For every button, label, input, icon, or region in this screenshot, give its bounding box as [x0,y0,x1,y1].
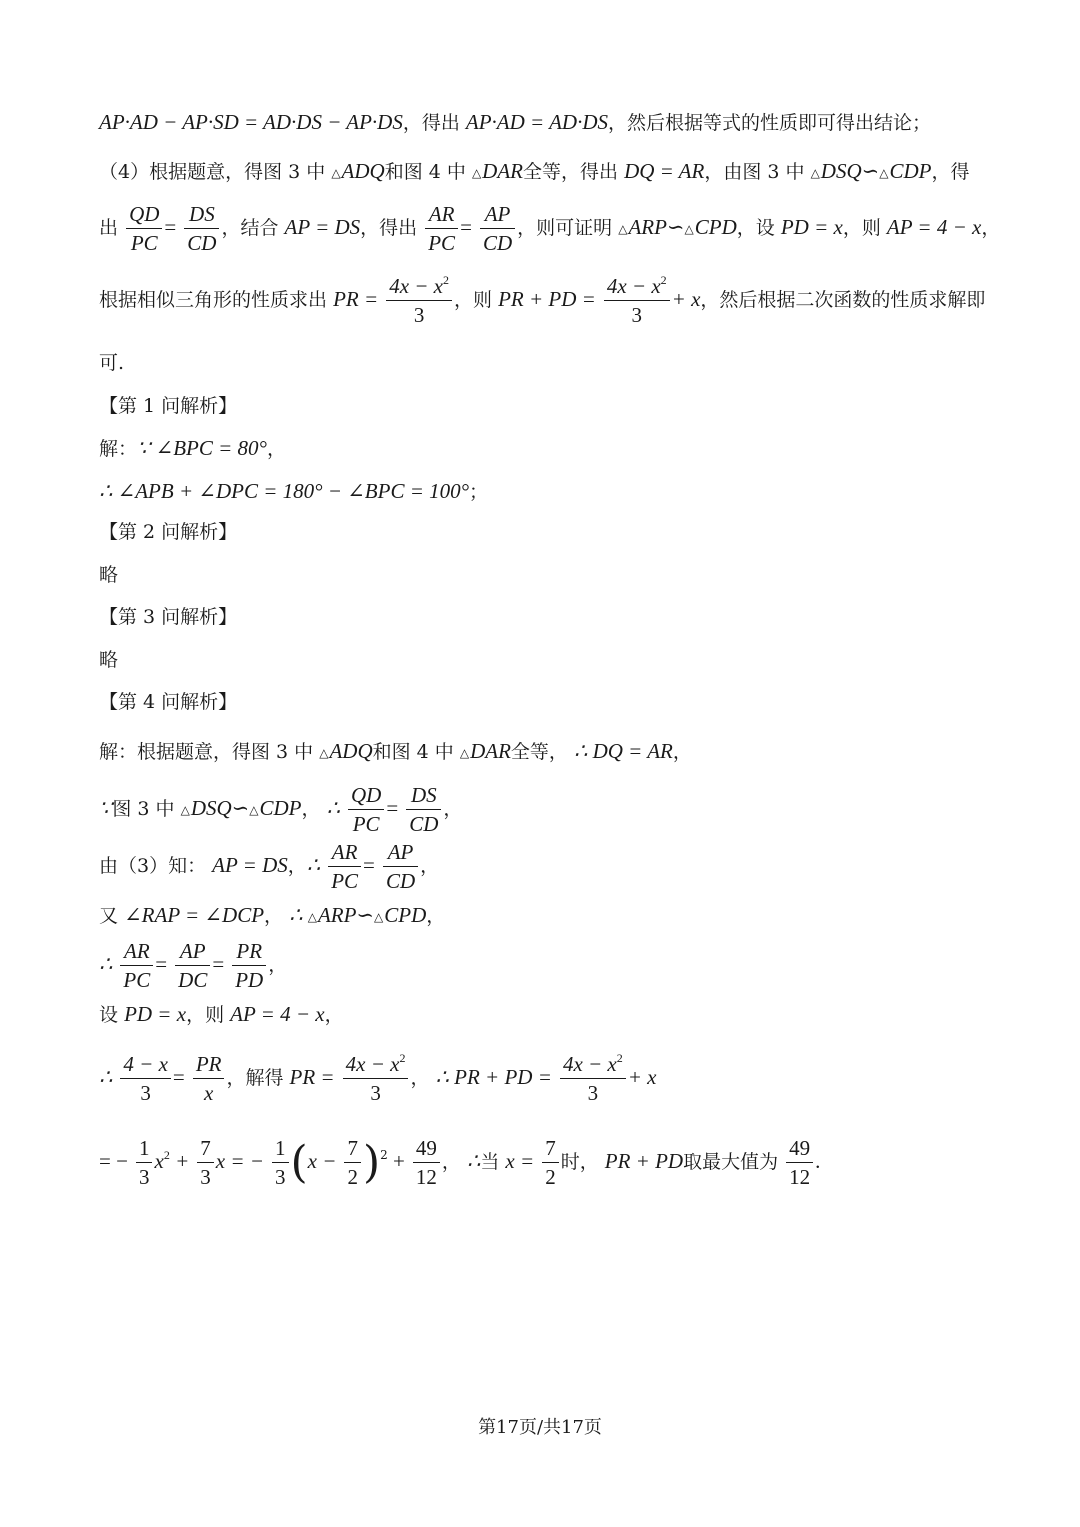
fraction: $\frac{49}{12}$ [786,1134,813,1192]
analysis-line-2: （4）根据题意，得图 3 中 △ADQ和图 4 中 △DAR全等，得出 DQ = AR，由图 3 中 △DSQ∽△CDP，得 [99,159,970,183]
section-heading-2 [99,523,237,542]
text: 略 [99,649,119,671]
text: 解：根据题意，得图 3 中 [99,741,314,763]
text: ，则可证明 [517,216,613,239]
fraction: $\frac{AP}{CD}$ [480,200,515,258]
fraction: $\frac{7}{3}$ [197,1134,214,1192]
solution-2 [99,566,118,585]
section-heading-3 [99,608,237,627]
text: 又 [99,905,119,927]
fraction: $\frac{AP}{CD}$ [383,838,418,896]
text: ，得出 [402,112,460,134]
fraction: $\frac{4x - x^2}{3}$ [343,1050,409,1108]
solution-4-line-8: = − $\frac{1}{3}$ $x^2$ + $\frac{7}{3}$ x = − $\frac{1}{3}$ (x − $\frac{7}{2}$ )$^2$ + $\frac{49}{12}$ ， ∴当 x = $\frac{7}{2}$ 时， PR + PD取最大值为 $\frac{49}{12}$ . [99,1134,820,1192]
solution-4-line-3: 由（3）知： AP = DS，∴ $\frac{AR}{PC}$ = $\frac{AP}{CD}$ ， [99,838,439,896]
analysis-line-3: 出 $\frac{QD}{PC}$ = $\frac{DS}{CD}$ ，结合 AP = DS，得出 $\frac{AR}{PC}$ = $\frac{AP}{CD}$ ，则可证明 △ARP∽△CPD，设 PD = x，则 AP = 4 − x， [99,200,1000,258]
fraction: $\frac{7}{2}$ [542,1134,559,1192]
text: ，得出 [360,216,418,239]
section-heading-4 [99,693,237,712]
solution-4-line-1: 解：根据题意，得图 3 中 △ADQ和图 4 中 △DAR全等， ∴ DQ = AR， [99,739,692,763]
text: ，由图 3 中 [704,161,805,183]
analysis-line-4: 根据相似三角形的性质求出 PR = $\frac{4x - x^2}{3}$ ，则 PR + PD = $\frac{4x - x^2}{3}$ + x，然后根据二次函数的性质求解即 [99,272,985,330]
text: 【第 2 问解析】 [99,521,238,543]
fraction: $\frac{DS}{CD}$ [406,781,441,839]
text: 取最大值为 [683,1150,779,1173]
text: 解： [99,438,138,460]
text: （4）根据题意，得图 3 中 [99,161,326,183]
fraction: $\frac{PR}{x}$ [193,1050,225,1108]
text: 时， [560,1150,599,1173]
fraction: $\frac{PR}{PD}$ [232,937,266,995]
text: 【第 1 问解析】 [99,395,238,417]
fraction: $\frac{AR}{PC}$ [328,838,361,896]
text: 全等， [510,741,568,763]
text: ，然后根据二次函数的性质求解即 [700,288,986,311]
text: ，则 [186,1004,225,1026]
fraction: $\frac{QD}{PC}$ [348,781,384,839]
fraction: $\frac{4x - x^2}{3}$ [604,272,670,330]
text: 图 3 中 [112,797,175,820]
fraction: $\frac{4x - x^2}{3}$ [386,272,452,330]
text: 设 [99,1004,119,1026]
fraction: $\frac{4x - x^2}{3}$ [560,1050,626,1108]
fraction: $\frac{4 - x}{3}$ [120,1050,171,1108]
fraction: $\frac{QD}{PC}$ [126,200,162,258]
solution-4-line-7: ∴ $\frac{4 - x}{3}$ = $\frac{PR}{x}$ ，解得 PR = $\frac{4x - x^2}{3}$ ， ∴ PR + PD = $\frac{4x - x^2}{3}$ + x [99,1050,657,1108]
text: 可. [99,352,125,374]
fraction: $\frac{AR}{PC}$ [425,200,458,258]
solution-4-line-5: ∴ $\frac{AR}{PC}$ = $\frac{AP}{DC}$ = $\frac{PR}{PD}$ ， [99,937,287,995]
section-heading-1 [99,397,237,416]
text: 出 [99,216,119,239]
fraction: $\frac{49}{12}$ [413,1134,440,1192]
solution-4-line-6: 设 PD = x，则 AP = 4 − x， [99,1002,344,1026]
text: ，然后根据等式的性质即可得出结论； [608,112,932,134]
solution-4-line-2: ∵图 3 中 △DSQ∽△CDP， ∴ $\frac{QD}{PC}$ = $\frac{DS}{CD}$ ， [99,781,462,839]
text: 全等，得出 [523,161,619,183]
analysis-line-5 [99,354,124,373]
fraction: $\frac{1}{3}$ [136,1134,153,1192]
text: 当 [480,1150,500,1173]
fraction: $\frac{1}{3}$ [272,1134,289,1192]
text: 和图 4 中 [372,741,454,763]
text: ，设 [736,216,775,239]
solution-1-line-2: ∴ ∠APB + ∠DPC = 180° − ∠BPC = 100°； [99,479,489,503]
text: 【第 3 问解析】 [99,606,238,628]
fraction: $\frac{AP}{DC}$ [175,937,210,995]
text: 【第 4 问解析】 [99,691,238,713]
fraction: $\frac{AR}{PC}$ [120,937,153,995]
page-footer: 第17页/共17页 [478,1417,602,1438]
solution-1-line-1: 解：∵ ∠BPC = 80°， [99,436,286,460]
text: ，结合 [221,216,279,239]
text: 由（3）知： [99,854,207,877]
solution-4-line-4: 又 ∠RAP = ∠DCP， ∴ △ARP∽△CPD， [99,903,446,927]
analysis-line-1: AP·AD − AP·SD = AD·DS − AP·DS，得出 AP·AD = AD·DS，然后根据等式的性质即可得出结论； [99,110,932,134]
solution-3 [99,651,118,670]
text: 略 [99,564,119,586]
text: ，则 [842,216,881,239]
text: ，解得 [226,1066,284,1089]
text: 和图 4 中 [384,161,466,183]
text: 根据相似三角形的性质求出 [99,288,328,311]
fraction: $\frac{7}{2}$ [344,1134,361,1192]
text: ，得 [931,161,970,183]
text: ，则 [454,288,493,311]
fraction: $\frac{DS}{CD}$ [184,200,219,258]
